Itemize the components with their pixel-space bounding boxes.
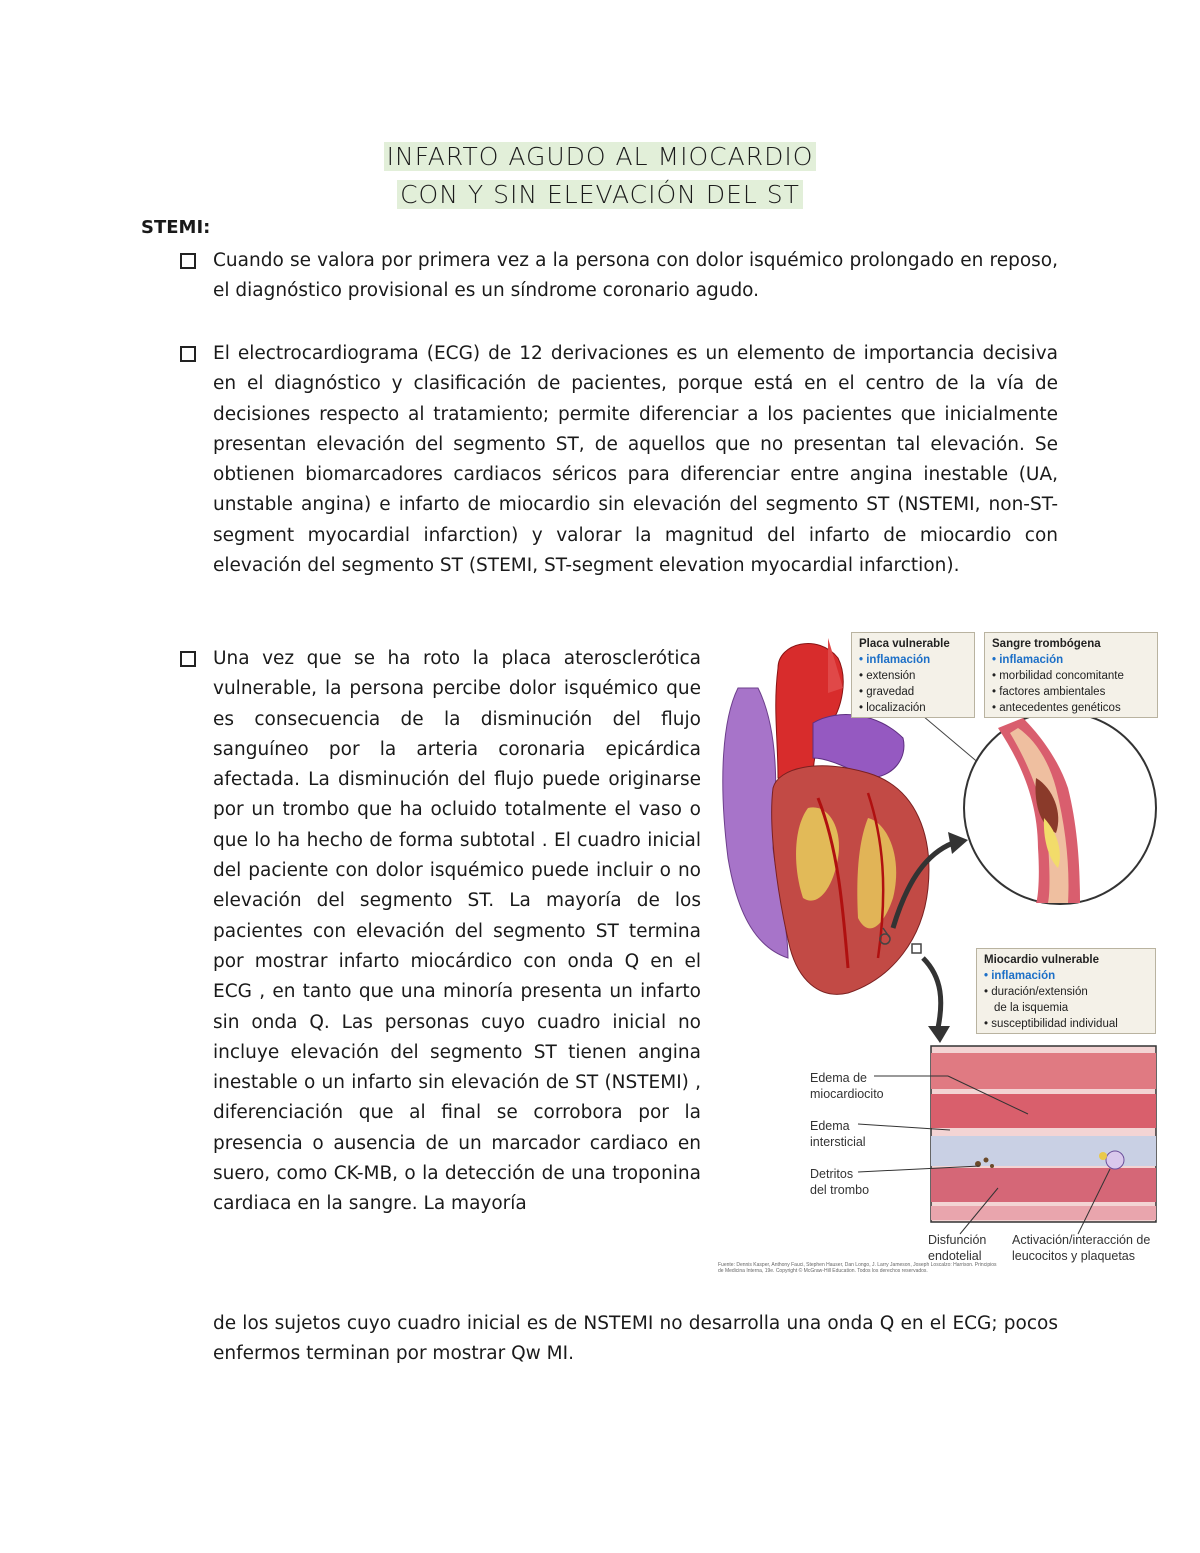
callout-item: • morbilidad concomitante [992, 670, 1124, 682]
callout-sangre-trombogena [984, 632, 1158, 718]
bullet-paragraph: Una vez que se ha roto la placa aterosclerótica vulnerable, la persona percibe dolor isquémico que es consecuencia de la disminución del flujo sanguíneo por la arteria coronaria epicárdica afectada. La disminución del flujo puede originarse por un trombo que ha ocluido totalmente el vaso o que lo ha hecho de forma subtotal . El cuadro inicial del paciente con dolor isquémico puede incluir o no elevación del segmento ST. La mayoría de los pacientes con elevación del segmento ST termina por mostrar infarto miocárdico con onda Q en el ECG , en tanto que una minoría presenta un infarto sin onda Q. Las personas cuyo cuadro inicial no incluye elevación del segmento ST tienen angina inestable o un infarto sin elevación de ST (NSTEMI) , diferenciación que al final se corrobora por la presencia o ausencia de un marcador cardiaco en suero, como CK-MB, o la detección de una troponina cardiaca en la sangre. La mayoría [213, 648, 701, 1215]
callout-item: • localización [859, 702, 926, 714]
label-edema-miocardiocito: Edema de miocardiocito [810, 1071, 884, 1101]
label-detritos-trombo: Detritos del trombo [810, 1167, 870, 1197]
bullet-paragraph: El electrocardiograma (ECG) de 12 derivaciones es un elemento de importancia decisiva en el diagnóstico y clasificación de pacientes, porque está en el centro de la vía de decisiones respecto al tratamiento; permite diferenciar a los pacientes que inicialmente presentan elevación del segmento ST, de aquellos que no presentan tal elevación. Se obtienen biomarcadores cardiacos séricos para diferenciar entre angina inestable (UA, unstable angina) e infarto de miocardio sin elevación del segmento ST (NSTEMI, non-ST-segment myocardial infarction) y valorar la magnitud del infarto de miocardio con elevación del segmento ST (STEMI, ST-segment elevation myocardial infarction). [213, 343, 1058, 577]
callout-item: • factores ambientales [992, 686, 1106, 698]
callout-item: • antecedentes genéticos [992, 702, 1121, 714]
checkbox-bullet-icon [180, 253, 196, 269]
page-title-line-1: INFARTO AGUDO AL MIOCARDIO [0, 142, 1200, 171]
callout-item: • susceptibilidad individual [984, 1018, 1118, 1030]
callout-placa-vulnerable [851, 632, 975, 718]
callout-miocardio-vulnerable [976, 948, 1156, 1034]
heart-figure [718, 628, 1163, 1278]
callout-item: • inflamación [859, 654, 931, 666]
callout-item: • inflamación [992, 654, 1064, 666]
callout-item: • extensión [859, 670, 916, 682]
page-title-line-2: CON Y SIN ELEVACIÓN DEL ST [0, 180, 1200, 209]
callout-item: • gravedad [859, 686, 915, 698]
label-disfuncion-endotelial: Disfunción endotelial [928, 1233, 987, 1263]
callout-item: • inflamación [984, 970, 1056, 982]
bullet-paragraph: Cuando se valora por primera vez a la persona con dolor isquémico prolongado en reposo, el diagnóstico provisional es un síndrome coronario agudo. [213, 250, 1058, 302]
section-heading: STEMI: [141, 217, 211, 238]
paragraph-continuation: de los sujetos cuyo cuadro inicial es de NSTEMI no desarrolla una onda Q en el ECG; pocos enfermos terminan por mostrar Qw MI. [213, 1313, 1058, 1365]
figure-credit: Fuente: Dennis Kasper, Anthony Fauci, Stephen Hauser, Dan Longo, J. Larry Jameson, Joseph Loscalzo: Harrison. Principios de Medicina Interna, 19e. Copyright © McGraw-Hill Education. Todos los derechos reservados. [718, 1262, 997, 1274]
checkbox-bullet-icon [180, 651, 196, 667]
callout-title: Placa vulnerable [859, 638, 950, 650]
callout-title: Sangre trombógena [992, 638, 1101, 650]
checkbox-bullet-icon [180, 346, 196, 362]
label-activacion-leucocitos: Activación/interacción de leucocitos y plaquetas [1012, 1233, 1151, 1263]
callout-title: Miocardio vulnerable [984, 954, 1100, 966]
label-edema-intersticial: Edema intersticial [810, 1119, 866, 1149]
callout-item: de la isquemia [994, 1002, 1069, 1014]
callout-item: • duración/extensión [984, 986, 1088, 998]
